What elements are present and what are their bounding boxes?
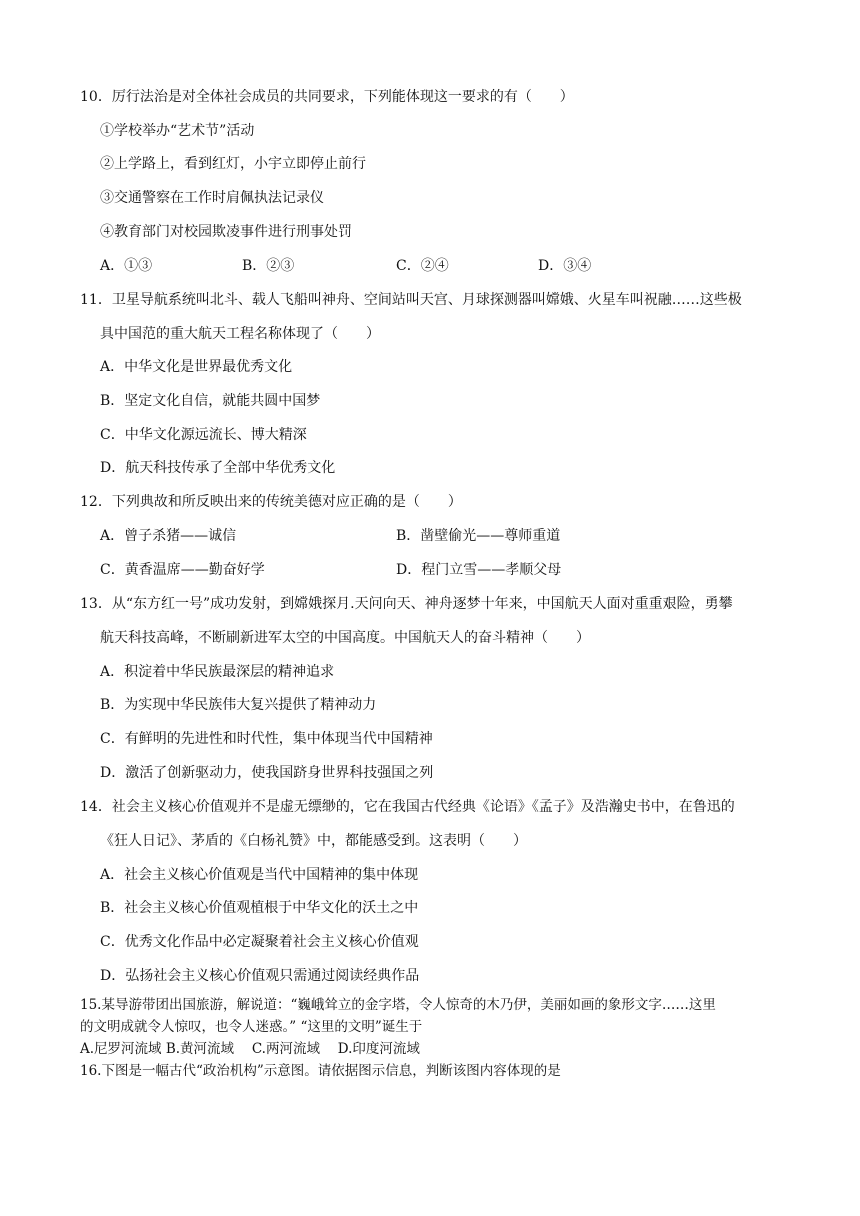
q13-option-d: D．激活了创新驱动力，使我国跻身世界科技强国之列 bbox=[100, 765, 434, 781]
q10-item-1: ①学校举办“艺术节”活动 bbox=[100, 123, 255, 139]
q14-option-d: D．弘扬社会主义核心价值观只需通过阅读经典作品 bbox=[100, 968, 420, 984]
q13-option-a: A．积淀着中华民族最深层的精神追求 bbox=[100, 664, 335, 680]
q10-option-c: C．②④ bbox=[396, 258, 449, 274]
q10-option-d: D．③④ bbox=[538, 258, 592, 274]
q10-item-2: ②上学路上，看到红灯，小宇立即停止前行 bbox=[100, 156, 366, 172]
q14-option-a: A．社会主义核心价值观是当代中国精神的集中体现 bbox=[100, 867, 419, 883]
q11-option-c: C．中华文化源远流长、博大精深 bbox=[100, 427, 307, 443]
q13-option-b: B．为实现中华民族伟大复兴提供了精神动力 bbox=[100, 697, 377, 713]
q10-option-b: B．②③ bbox=[242, 258, 295, 274]
q10-stem: 10．厉行法治是对全体社会成员的共同要求，下列能体现这一要求的有（ ） bbox=[80, 89, 574, 105]
q12-option-d: D．程门立雪——孝顺父母 bbox=[396, 562, 562, 578]
q11-stem-line1: 11．卫星导航系统叫北斗、载人飞船叫神舟、空间站叫天宫、月球探测器叫嫦娥、火星车叫祝融……这些极 bbox=[80, 292, 742, 308]
q12-option-b: B．凿壁偷光——尊师重道 bbox=[396, 528, 561, 544]
q11-option-d: D．航天科技传承了全部中华优秀文化 bbox=[100, 460, 336, 476]
q14-stem-line1: 14．社会主义核心价值观并不是虚无缥缈的，它在我国古代经典《论语》《孟子》及浩瀚史书中，在鲁迅的 bbox=[80, 799, 735, 815]
q10-option-a: A．①③ bbox=[100, 258, 153, 274]
q11-stem-line2: 具中国范的重大航天工程名称体现了（ ） bbox=[100, 326, 380, 342]
q15-stem-line1: 15.某导游带团出国旅游，解说道：“巍峨耸立的金字塔，令人惊奇的木乃伊，美丽如画的象形文字……这里 bbox=[80, 997, 716, 1013]
q10-item-3: ③交通警察在工作时肩佩执法记录仪 bbox=[100, 190, 324, 206]
q10-item-4: ④教育部门对校园欺凌事件进行刑事处罚 bbox=[100, 224, 352, 240]
q13-stem-line2: 航天科技高峰，不断刷新进军太空的中国高度。中国航天人的奋斗精神（ ） bbox=[100, 630, 590, 646]
q12-option-a: A．曾子杀猪——诚信 bbox=[100, 528, 237, 544]
q12-stem: 12．下列典故和所反映出来的传统美德对应正确的是（ ） bbox=[80, 494, 462, 510]
q15-options: A.尼罗河流域 B.黄河流域 C.两河流域 D.印度河流域 bbox=[80, 1041, 420, 1057]
q16-stem: 16.下图是一幅古代“政治机构”示意图。请依据图示信息，判断该图内容体现的是 bbox=[80, 1063, 561, 1079]
q13-option-c: C．有鲜明的先进性和时代性，集中体现当代中国精神 bbox=[100, 731, 433, 747]
q11-option-a: A．中华文化是世界最优秀文化 bbox=[100, 359, 293, 375]
q14-stem-line2: 《狂人日记》、茅盾的《白杨礼赞》中，都能感受到。这表明（ ） bbox=[100, 833, 527, 849]
q15-stem-line2: 的文明成就令人惊叹，也令人迷惑。” “这里的文明”诞生于 bbox=[80, 1019, 423, 1035]
q14-option-b: B．社会主义核心价值观植根于中华文化的沃土之中 bbox=[100, 900, 419, 916]
q12-option-c: C．黄香温席——勤奋好学 bbox=[100, 562, 265, 578]
q14-option-c: C．优秀文化作品中必定凝聚着社会主义核心价值观 bbox=[100, 934, 419, 950]
q13-stem-line1: 13．从“东方红一号”成功发射，到嫦娥探月.天问向天、神舟逐梦十年来，中国航天人面对重重艰险，勇攀 bbox=[80, 596, 733, 612]
q11-option-b: B．坚定文化自信，就能共圆中国梦 bbox=[100, 393, 321, 409]
